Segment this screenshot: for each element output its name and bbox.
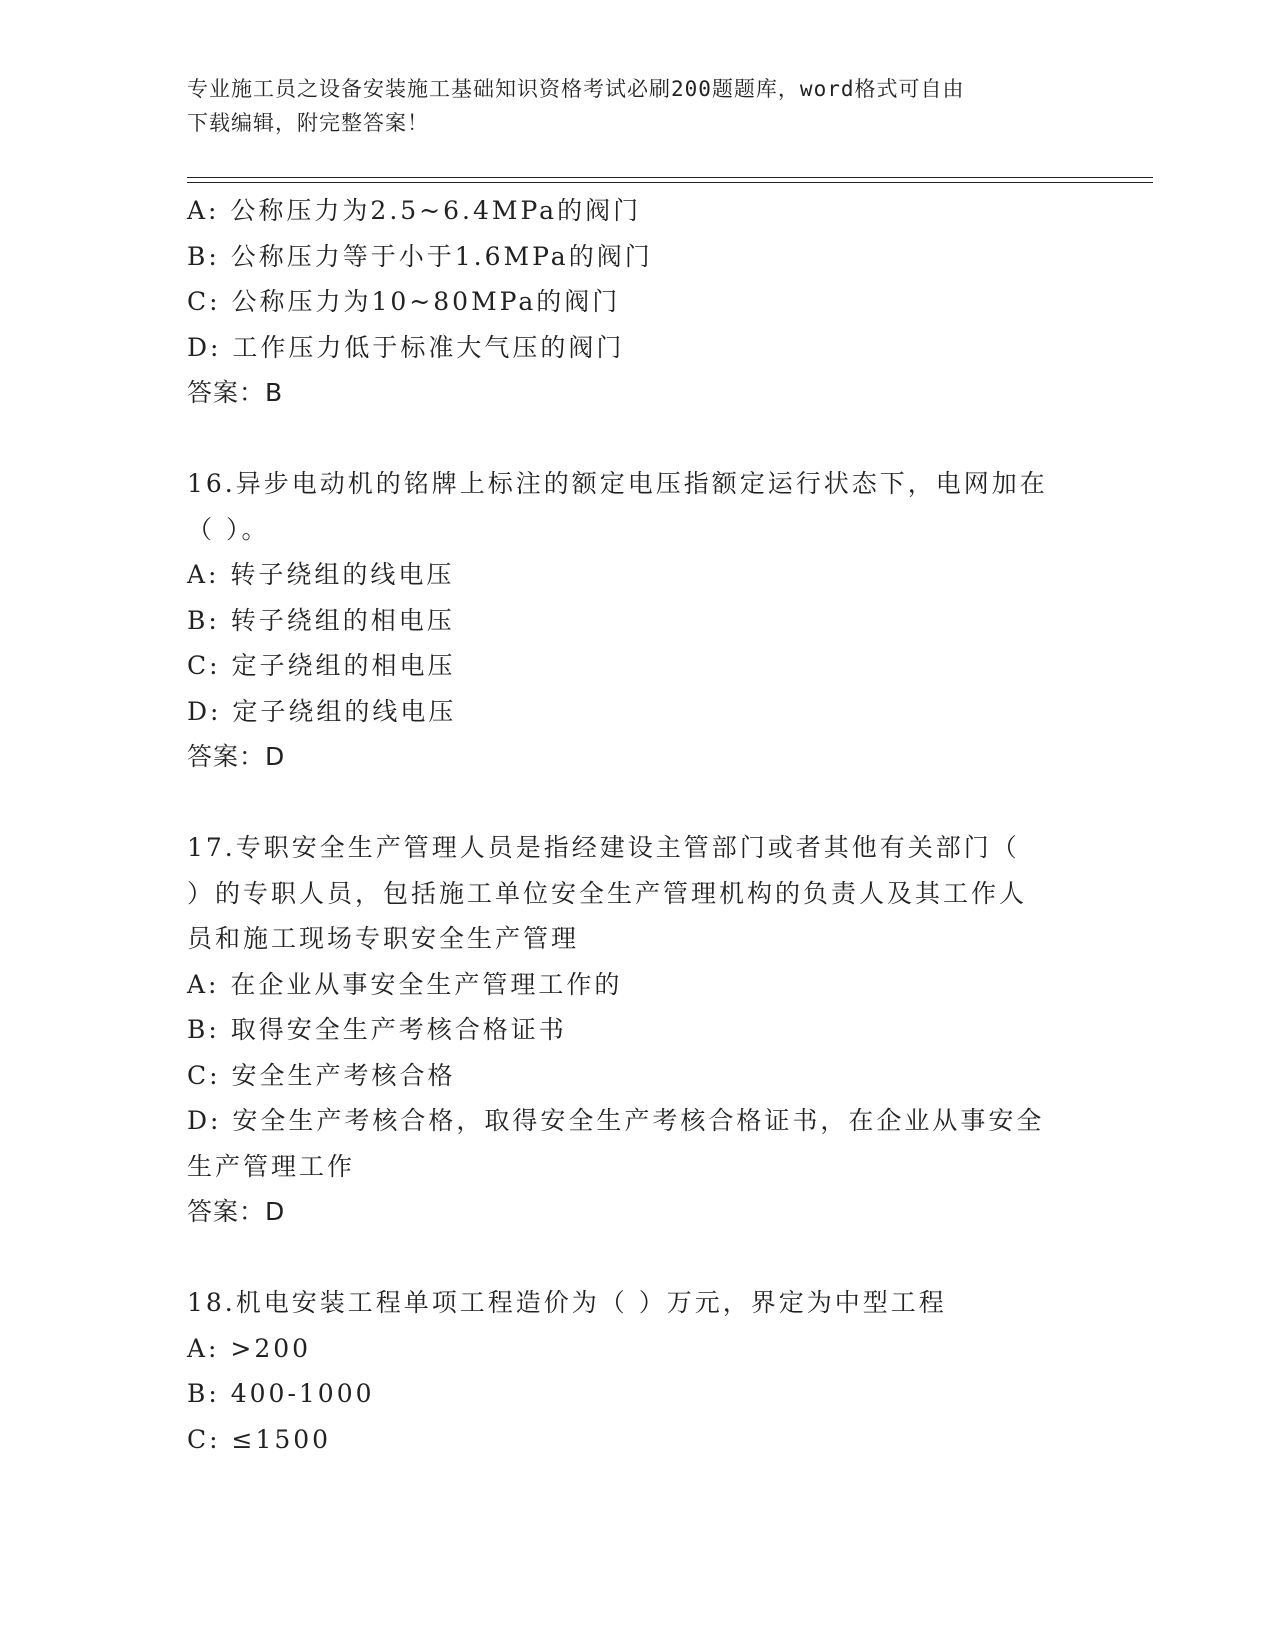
option-a: A: >200	[187, 1333, 312, 1363]
header-divider-top	[187, 177, 1153, 178]
option-a: A: 公称压力为2.5~6.4MPa的阀门	[187, 196, 642, 225]
option-d-continued: 生产管理工作	[187, 1151, 356, 1181]
question-stem: 17.专职安全生产管理人员是指经建设主管部门或者其他有关部门（	[187, 833, 1020, 862]
option-a: A: 在企业从事安全生产管理工作的	[187, 969, 623, 999]
option-a: A: 转子绕组的线电压	[187, 560, 455, 589]
option-b: B: 400-1000	[187, 1379, 375, 1408]
document-header	[187, 72, 1067, 140]
question-stem-continued: （ ）。	[187, 514, 270, 544]
option-c: C: ≤1500	[187, 1424, 332, 1454]
spacer	[187, 1235, 1087, 1281]
question-stem: 18.机电安装工程单项工程造价为（ ）万元，界定为中型工程	[187, 1288, 947, 1317]
question-17	[187, 825, 1087, 1235]
question-16	[187, 461, 1087, 780]
spacer	[187, 416, 1087, 462]
option-b: B: 公称压力等于小于1.6MPa的阀门	[187, 241, 653, 271]
option-d: D: 工作压力低于标准大气压的阀门	[187, 332, 625, 362]
option-d: D: 定子绕组的线电压	[187, 696, 457, 726]
answer: 答案：D	[187, 1197, 286, 1226]
option-b: B: 转子绕组的相电压	[187, 605, 455, 635]
question-15	[187, 188, 1087, 416]
option-c: C: 安全生产考核合格	[187, 1060, 456, 1090]
header-line-1: 专业施工员之设备安装施工基础知识资格考试必刷200题题库，word格式可自由	[187, 77, 965, 101]
header-divider-bottom	[187, 182, 1153, 183]
spacer	[187, 780, 1087, 826]
question-stem-continued: 员和施工现场专职安全生产管理	[187, 924, 580, 953]
question-list	[187, 188, 1087, 1462]
option-c: C: 公称压力为10~80MPa的阀门	[187, 287, 621, 316]
option-b: B: 取得安全生产考核合格证书	[187, 1015, 567, 1044]
option-d: D: 安全生产考核合格，取得安全生产考核合格证书，在企业从事安全	[187, 1106, 1045, 1135]
question-stem: 16.异步电动机的铭牌上标注的额定电压指额定运行状态下，电网加在	[187, 469, 1048, 498]
option-c: C: 定子绕组的相电压	[187, 651, 456, 680]
answer: 答案：D	[187, 742, 286, 771]
header-line-2: 下载编辑，附完整答案！	[187, 111, 429, 135]
question-18	[187, 1280, 1087, 1462]
question-stem-continued: ）的专职人员，包括施工单位安全生产管理机构的负责人及其工作人	[187, 878, 1028, 908]
answer: 答案：B	[187, 378, 284, 407]
